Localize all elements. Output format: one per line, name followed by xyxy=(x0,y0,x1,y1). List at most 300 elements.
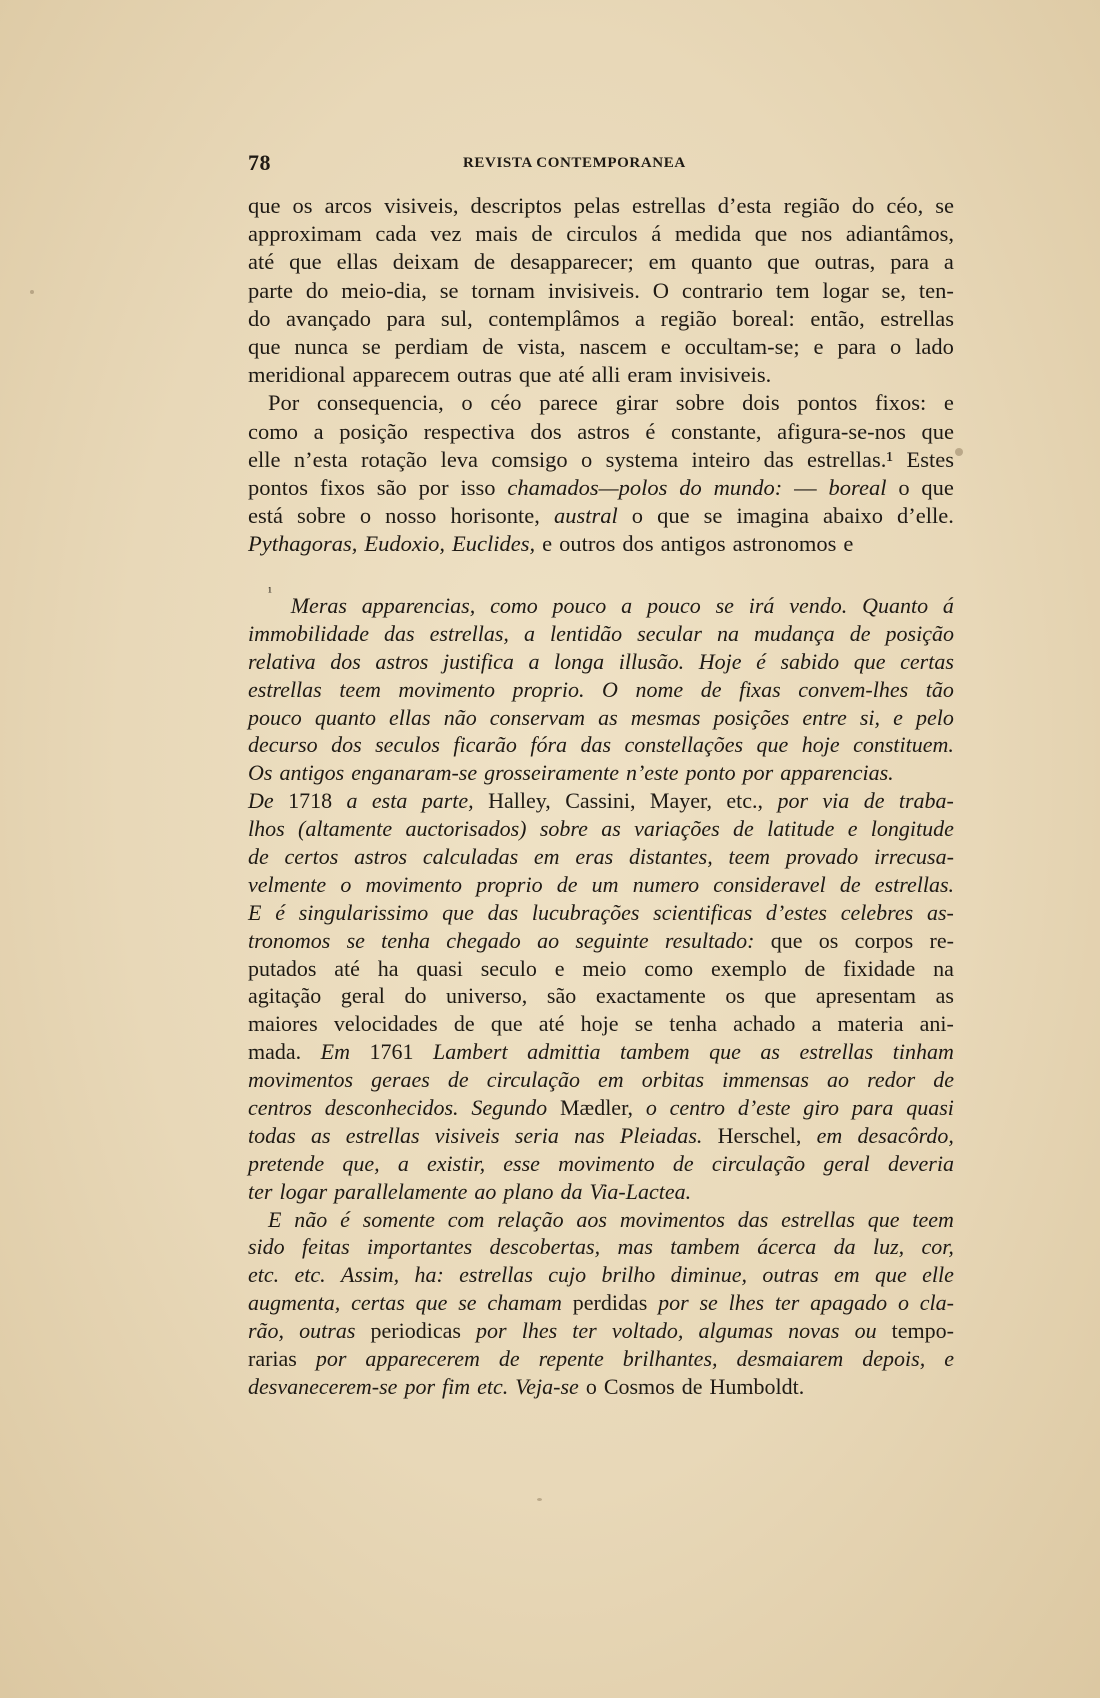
footnote-line xyxy=(248,787,954,815)
word: apresentam xyxy=(815,983,917,1009)
word: que xyxy=(767,249,800,275)
word: as- xyxy=(926,899,954,925)
word: etc. xyxy=(248,1262,280,1288)
word: se xyxy=(935,193,954,218)
word: circulação xyxy=(711,1150,806,1176)
word: diminue, xyxy=(670,1262,748,1288)
word: exactamente xyxy=(595,983,706,1009)
word: numero xyxy=(632,871,700,897)
word: quanto xyxy=(314,704,376,730)
word: que xyxy=(248,193,281,218)
word: em xyxy=(598,1067,624,1093)
word: de xyxy=(849,620,871,646)
word: teem xyxy=(912,1206,954,1232)
word: que xyxy=(289,249,322,275)
word: se xyxy=(439,277,459,303)
word: arcos xyxy=(324,193,373,218)
word: apparecem xyxy=(352,362,450,388)
word: consequencia, xyxy=(316,390,444,416)
word: Pleiadas. xyxy=(619,1122,703,1148)
word: fixidade xyxy=(843,955,916,981)
word: parte, xyxy=(421,788,474,814)
footnote-line xyxy=(248,899,954,927)
word: contrario xyxy=(681,277,764,303)
word: para xyxy=(851,1095,894,1121)
word: por xyxy=(658,1290,689,1316)
word: ácerca xyxy=(757,1234,817,1260)
word: as xyxy=(310,1122,331,1148)
word: plano xyxy=(503,1178,554,1204)
word: de xyxy=(531,221,553,247)
word: secular xyxy=(637,620,702,646)
word: ellas xyxy=(389,704,431,730)
word: na xyxy=(716,620,739,646)
word: que xyxy=(442,899,474,925)
word: chamam xyxy=(487,1290,562,1316)
page-number: 78 xyxy=(248,150,271,175)
word: constituem. xyxy=(853,732,954,758)
word: Por xyxy=(268,390,300,416)
word: ao xyxy=(827,1067,850,1093)
word: que xyxy=(770,927,803,953)
word: estrellas xyxy=(248,676,322,702)
word: por xyxy=(315,1346,347,1372)
word: auctorisados) xyxy=(405,816,527,842)
word: chamados—polos xyxy=(507,474,668,500)
word: ao xyxy=(474,1178,497,1204)
word: se xyxy=(346,927,365,953)
word: eras xyxy=(575,844,614,870)
word: brilhantes, xyxy=(622,1346,718,1372)
text-line xyxy=(248,446,954,474)
word: imagina xyxy=(736,503,809,529)
word: cujo xyxy=(548,1262,587,1288)
word: enganaram-se xyxy=(351,760,478,786)
word: abaixo xyxy=(823,503,883,529)
word: elle xyxy=(248,446,281,472)
word: estrellas.¹ xyxy=(807,446,894,472)
word: dois xyxy=(742,390,780,416)
word: universo, xyxy=(446,983,528,1009)
word: o xyxy=(581,446,593,472)
word: estrellas xyxy=(781,1206,855,1232)
word: que, xyxy=(342,1150,380,1176)
word: depois, xyxy=(862,1346,926,1372)
word: é xyxy=(756,648,766,674)
word: meio xyxy=(582,955,627,981)
word: ao xyxy=(537,927,560,953)
word: fixos: xyxy=(874,390,927,416)
word: com xyxy=(447,1206,485,1232)
word: céo, xyxy=(886,193,924,218)
word: redor xyxy=(867,1067,916,1093)
word: perdidas xyxy=(572,1290,648,1316)
word: astros xyxy=(577,418,630,444)
word: consideravel xyxy=(713,871,826,897)
word: como xyxy=(490,593,538,618)
word: desconhecidos. xyxy=(324,1095,459,1121)
word: o xyxy=(359,503,372,529)
word: celebres xyxy=(840,899,914,925)
word: latitude xyxy=(767,816,835,842)
word: Humboldt. xyxy=(709,1373,805,1399)
word: de xyxy=(672,1150,694,1176)
word: relação xyxy=(497,1206,564,1232)
word: distantes, xyxy=(628,844,713,870)
word: medida xyxy=(674,221,742,247)
word: somente xyxy=(362,1206,435,1232)
word: parece xyxy=(539,390,598,416)
word: scientificas xyxy=(653,899,753,925)
word: a xyxy=(313,418,324,444)
word: existir, xyxy=(427,1150,486,1176)
word: De xyxy=(248,788,274,814)
word: cada xyxy=(375,221,417,247)
word: boreal: xyxy=(732,305,795,331)
footnote-marker: ¹ xyxy=(268,584,272,599)
word: putados xyxy=(248,955,317,981)
word: lhes xyxy=(728,1290,765,1316)
word: o xyxy=(898,474,910,500)
word: que xyxy=(921,474,954,500)
text-line xyxy=(248,192,954,220)
word: voltado, xyxy=(611,1318,684,1344)
word: se xyxy=(362,333,381,359)
footnote-line xyxy=(248,648,954,676)
word: fim xyxy=(442,1373,471,1399)
word: vez xyxy=(430,221,462,247)
paper-speck xyxy=(955,448,963,456)
word: do xyxy=(305,277,329,303)
word: lhos xyxy=(248,816,285,842)
word: á xyxy=(942,593,954,618)
word: esse xyxy=(503,1150,540,1176)
word: esta xyxy=(371,788,408,814)
word: sido xyxy=(248,1234,285,1260)
word: de xyxy=(248,844,269,870)
word: de xyxy=(681,1373,703,1399)
word: tenha xyxy=(381,927,431,953)
word: certas xyxy=(351,1290,405,1316)
word: rotação xyxy=(360,446,428,472)
word: que xyxy=(867,1206,900,1232)
word: de xyxy=(473,249,496,275)
word: lhes xyxy=(521,1318,558,1344)
word: até xyxy=(558,362,585,388)
word: que xyxy=(415,1290,448,1316)
text-line xyxy=(248,418,954,446)
word: Pythagoras, xyxy=(248,531,358,557)
word: dos xyxy=(331,732,362,758)
word: não xyxy=(294,1206,328,1232)
word: luz, xyxy=(872,1234,905,1260)
word: são xyxy=(376,474,407,500)
word: deixam xyxy=(392,249,459,275)
word: apparecerem xyxy=(365,1346,480,1372)
word: tronomos xyxy=(248,927,331,953)
page-header xyxy=(248,150,954,180)
word: astros xyxy=(375,648,429,674)
word: a xyxy=(811,1011,822,1037)
footnote-line xyxy=(248,620,954,648)
word: um xyxy=(591,871,619,897)
word: — xyxy=(794,474,817,500)
word: Mayer, xyxy=(649,788,712,814)
word: da xyxy=(560,1178,583,1204)
word: si, xyxy=(859,704,881,730)
word: meridional xyxy=(248,362,346,388)
word: parallelamente xyxy=(334,1178,468,1204)
word: boreal xyxy=(828,474,887,500)
word: posição xyxy=(885,620,954,646)
word: rão, xyxy=(248,1318,285,1344)
word: agitação xyxy=(248,983,322,1009)
word: ha xyxy=(377,955,399,981)
word: e xyxy=(943,390,954,416)
word: movimentos xyxy=(248,1067,354,1093)
word: outras xyxy=(456,362,512,388)
word: por xyxy=(404,1373,435,1399)
word: velocidades xyxy=(333,1011,438,1037)
word: Estes xyxy=(906,446,954,472)
word: novas xyxy=(788,1318,840,1344)
word: do xyxy=(851,193,875,218)
word: proprio xyxy=(476,871,543,897)
word: o xyxy=(645,1095,657,1121)
word: que xyxy=(248,333,281,359)
word: Via-Lactea. xyxy=(589,1178,692,1204)
word: nome xyxy=(635,676,684,702)
word: pouco xyxy=(248,704,302,730)
word: O xyxy=(602,676,618,702)
word: a xyxy=(621,593,633,618)
word: chegado xyxy=(446,927,521,953)
word: mas xyxy=(617,1234,653,1260)
word: sul, xyxy=(440,305,473,331)
word: as xyxy=(601,816,621,842)
word: eram xyxy=(627,362,673,388)
word: girar xyxy=(615,390,659,416)
word: e xyxy=(944,1346,954,1372)
footnote-line xyxy=(248,1317,954,1345)
word: as xyxy=(935,983,954,1009)
word: longitude xyxy=(870,816,954,842)
word: outros xyxy=(559,531,616,557)
word: para xyxy=(890,249,929,275)
word: estrellas xyxy=(799,1039,874,1065)
word: O xyxy=(652,277,669,303)
word: por xyxy=(418,474,449,500)
word: para xyxy=(386,305,426,331)
word: conservam xyxy=(489,704,586,730)
word: e xyxy=(847,816,858,842)
word: se xyxy=(703,503,723,529)
word: do xyxy=(248,305,271,331)
word: longa xyxy=(554,648,605,674)
word: que xyxy=(709,1039,741,1065)
word: vendo. xyxy=(789,593,848,618)
footnote-line xyxy=(248,982,954,1010)
word: que xyxy=(657,503,690,529)
word: brilho xyxy=(601,1262,656,1288)
word: até xyxy=(248,249,275,275)
word: antigos xyxy=(279,760,345,786)
word: Segundo xyxy=(471,1095,548,1121)
word: logar xyxy=(822,277,869,303)
word: ter xyxy=(572,1318,597,1344)
word: circulação xyxy=(486,1067,580,1093)
word: teem xyxy=(339,676,381,702)
word: fixas xyxy=(739,676,781,702)
word: em xyxy=(533,844,560,870)
word: e xyxy=(554,955,565,981)
word: por xyxy=(476,1318,507,1344)
word: proprio. xyxy=(512,676,585,702)
text-line xyxy=(248,502,954,530)
word: Veja-se xyxy=(515,1373,579,1399)
word: maiores xyxy=(248,1011,318,1037)
word: como xyxy=(644,955,694,981)
word: illusão. xyxy=(618,648,685,674)
word: seria xyxy=(514,1122,559,1148)
word: logar xyxy=(279,1178,328,1204)
word: relativa xyxy=(248,648,316,674)
word: hoje xyxy=(580,1011,619,1037)
word: orbitas xyxy=(641,1067,705,1093)
word: estrellas xyxy=(459,1262,533,1288)
footnote-line xyxy=(248,871,954,899)
word: tornam xyxy=(471,277,536,303)
word: é xyxy=(340,1206,350,1232)
word: á xyxy=(651,221,662,247)
word: então, xyxy=(810,305,865,331)
word: algumas xyxy=(698,1318,774,1344)
text-line xyxy=(248,474,954,502)
word: irrecusa- xyxy=(874,844,954,870)
word: cla- xyxy=(919,1290,954,1316)
word: geral xyxy=(823,1150,870,1176)
text-line xyxy=(248,305,954,333)
word: se, xyxy=(881,277,907,303)
word: tenha xyxy=(669,1011,717,1037)
word: admittia xyxy=(527,1039,601,1065)
word: importantes xyxy=(367,1234,473,1260)
word: descobertas, xyxy=(489,1234,601,1260)
word: que xyxy=(754,221,788,247)
word: astros xyxy=(354,844,408,870)
word: movimento xyxy=(558,1150,655,1176)
word: lentidão xyxy=(549,620,623,646)
word: que xyxy=(490,1011,523,1037)
word: movimentos xyxy=(619,1206,725,1232)
word: estrellas xyxy=(345,1122,420,1148)
word: estrellas, xyxy=(429,620,509,646)
word: avançado xyxy=(286,305,371,331)
word: systema xyxy=(605,446,679,472)
footnote-line xyxy=(248,1150,954,1178)
word: dos xyxy=(530,418,562,444)
word: Lambert xyxy=(433,1039,508,1065)
word: antigos xyxy=(660,531,726,557)
footnote-line xyxy=(248,584,954,620)
word: perdiam xyxy=(394,333,469,359)
word: mais xyxy=(475,221,518,247)
word: e xyxy=(813,333,824,359)
word: occultam-se; xyxy=(684,333,800,359)
word: n’este xyxy=(625,760,679,786)
word: constante, xyxy=(670,418,762,444)
footnote-line xyxy=(248,1261,954,1289)
text-line xyxy=(248,248,954,276)
word: é xyxy=(275,899,285,925)
word: circulos xyxy=(566,221,638,247)
word: tão xyxy=(925,676,954,702)
word: apparencias. xyxy=(780,760,894,786)
word: das xyxy=(737,1206,769,1232)
word: dos xyxy=(330,648,361,674)
footnote-line xyxy=(248,1178,954,1206)
word: que xyxy=(921,418,954,444)
text-line xyxy=(248,333,954,361)
word: visiveis, xyxy=(384,193,459,218)
word: a xyxy=(397,1150,409,1176)
footnote-line xyxy=(248,704,954,732)
word: desapparecer; xyxy=(510,249,634,275)
word: augmenta, xyxy=(248,1290,341,1316)
word: estrellas. xyxy=(874,871,954,897)
word: mudança xyxy=(754,620,835,646)
word: elle xyxy=(922,1262,954,1288)
word: Euclides, xyxy=(451,531,536,557)
word: se xyxy=(634,1011,654,1037)
word: de xyxy=(700,676,722,702)
word: e xyxy=(843,531,854,557)
word: entre xyxy=(802,704,847,730)
word: os xyxy=(292,193,313,218)
word: das xyxy=(487,899,519,925)
word: mesmas xyxy=(630,704,701,730)
word: em xyxy=(816,1122,843,1148)
word: quasi xyxy=(906,1095,954,1121)
word: sobre xyxy=(297,503,346,529)
word: comsigo xyxy=(491,446,568,472)
word: justifica xyxy=(442,648,514,674)
text-line xyxy=(248,361,954,389)
word: sobre xyxy=(539,816,588,842)
word: de xyxy=(733,816,754,842)
word: a xyxy=(635,305,646,331)
word: rarias xyxy=(248,1346,297,1372)
word: pelo xyxy=(915,704,954,730)
word: do xyxy=(404,983,427,1009)
word: d’esta xyxy=(717,193,772,218)
word: o xyxy=(461,390,473,416)
footnote-line xyxy=(248,955,954,983)
word: ten- xyxy=(918,277,954,303)
word: a xyxy=(346,788,358,814)
word: feitas xyxy=(302,1234,350,1260)
word: Mædler, xyxy=(559,1095,634,1121)
word: está xyxy=(248,503,283,529)
text-line xyxy=(248,220,954,248)
word: de xyxy=(447,1067,469,1093)
word: seguinte xyxy=(575,927,649,953)
word: se xyxy=(715,593,734,618)
word: d’elle. xyxy=(897,503,954,529)
word: de xyxy=(863,788,885,814)
word: que xyxy=(518,362,552,388)
word: 1718 xyxy=(288,788,333,814)
